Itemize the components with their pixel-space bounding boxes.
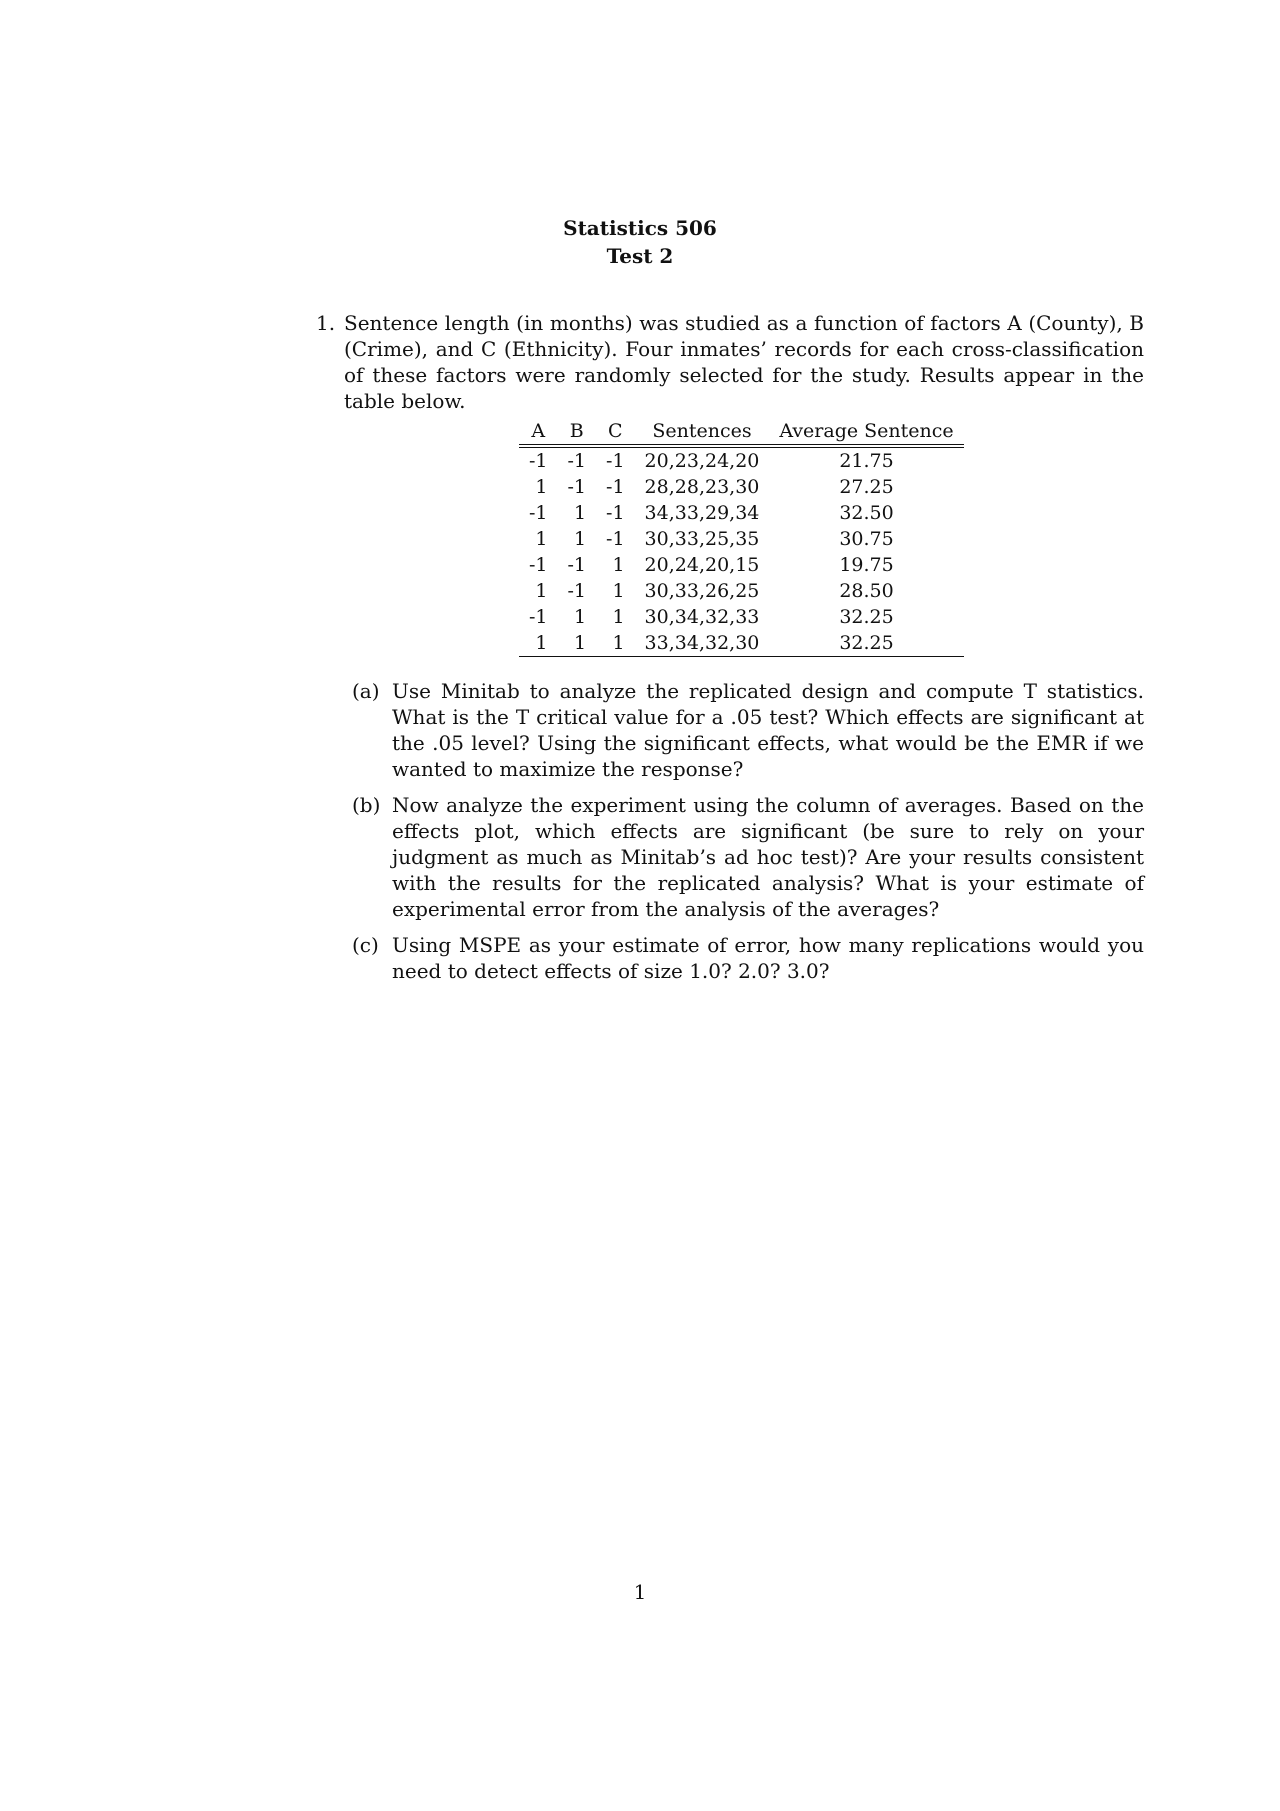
cell-sentences: 30,33,26,25: [644, 580, 760, 602]
cell-a: -1: [529, 450, 548, 472]
cell-sentences: 30,33,25,35: [644, 528, 760, 550]
table-header-row: [519, 418, 964, 446]
cell-c: 1: [612, 554, 625, 576]
cell-b: 1: [573, 502, 587, 524]
header-b: B: [558, 418, 597, 446]
header-c: C: [596, 418, 635, 446]
course-title: Statistics 506: [563, 216, 717, 240]
cell-sentences: 20,23,24,20: [644, 450, 760, 472]
cell-c: -1: [606, 528, 625, 550]
table-row: [519, 500, 964, 526]
cell-b: -1: [567, 554, 587, 576]
cell-a: 1: [535, 476, 548, 498]
cell-a: 1: [535, 528, 548, 550]
data-table: [519, 418, 964, 657]
cell-average: 19.75: [839, 554, 894, 576]
part-label: (a): [352, 679, 380, 703]
table-row: [519, 446, 964, 474]
cell-a: 1: [519, 630, 558, 657]
table-row: [519, 474, 964, 500]
table-row: [519, 604, 964, 630]
cell-average: 27.25: [839, 476, 894, 498]
part-label: (b): [352, 793, 381, 817]
question-1: [316, 310, 1144, 414]
title-block: [0, 214, 1280, 270]
cell-sentences: 33,34,32,30: [635, 630, 770, 657]
question-text: Sentence length (in months) was studied as a function of factors A (County), B (Crime), and C (Ethnicity). Four inmates’ records for each cross-classification of these factors were randomly selected for the study. Results appear in the table below.: [344, 311, 1144, 413]
cell-b: 1: [573, 606, 587, 628]
cell-a: -1: [529, 606, 548, 628]
header-sentences: Sentences: [635, 418, 770, 446]
table-row: [519, 578, 964, 604]
cell-average: 32.25: [839, 606, 894, 628]
cell-sentences: 28,28,23,30: [644, 476, 760, 498]
cell-a: -1: [529, 554, 548, 576]
part-text: Using MSPE as your estimate of error, how many replications would you need to detect effects of size 1.0? 2.0? 3.0?: [392, 933, 1144, 983]
cell-average: 32.50: [839, 502, 894, 524]
header-a: A: [519, 418, 558, 446]
table-row: [519, 630, 964, 657]
cell-c: -1: [606, 476, 625, 498]
cell-b: -1: [567, 580, 587, 602]
cell-sentences: 30,34,32,33: [644, 606, 760, 628]
part-label: (c): [352, 933, 379, 957]
cell-average: 30.75: [839, 528, 894, 550]
cell-average: 32.25: [769, 630, 963, 657]
part-b: [352, 792, 1144, 922]
cell-a: 1: [535, 580, 548, 602]
header-average-sentence: Average Sentence: [769, 418, 963, 446]
cell-c: 1: [596, 630, 635, 657]
cell-b: 1: [558, 630, 597, 657]
cell-c: -1: [606, 450, 625, 472]
cell-average: 21.75: [839, 450, 894, 472]
cell-average: 28.50: [839, 580, 894, 602]
table-row: [519, 552, 964, 578]
part-a: [352, 678, 1144, 782]
cell-c: -1: [606, 502, 625, 524]
cell-b: -1: [567, 450, 587, 472]
cell-b: 1: [573, 528, 587, 550]
part-text: Use Minitab to analyze the replicated design and compute T statistics. What is the T critical value for a .05 test? Which effects are significant at the .05 level? Using the significant effects, what would be the EMR if we wanted to maximize the response?: [392, 679, 1144, 781]
test-title: Test 2: [606, 244, 674, 268]
question-number: 1.: [316, 311, 336, 335]
sub-questions: [352, 678, 1144, 994]
table-row: [519, 526, 964, 552]
cell-sentences: 34,33,29,34: [644, 502, 760, 524]
cell-a: -1: [529, 502, 548, 524]
part-c: [352, 932, 1144, 984]
part-text: Now analyze the experiment using the column of averages. Based on the effects plot, which effects are significant (be sure to rely on your judgment as much as Minitab’s ad hoc test)? Are your results consistent with the results for the replicated analysis? What is your estimate of experimental error from the analysis of the averages?: [392, 793, 1144, 921]
cell-sentences: 20,24,20,15: [644, 554, 760, 576]
cell-c: 1: [612, 606, 625, 628]
cell-b: -1: [567, 476, 587, 498]
page-number: 1: [633, 1580, 647, 1604]
cell-c: 1: [612, 580, 625, 602]
